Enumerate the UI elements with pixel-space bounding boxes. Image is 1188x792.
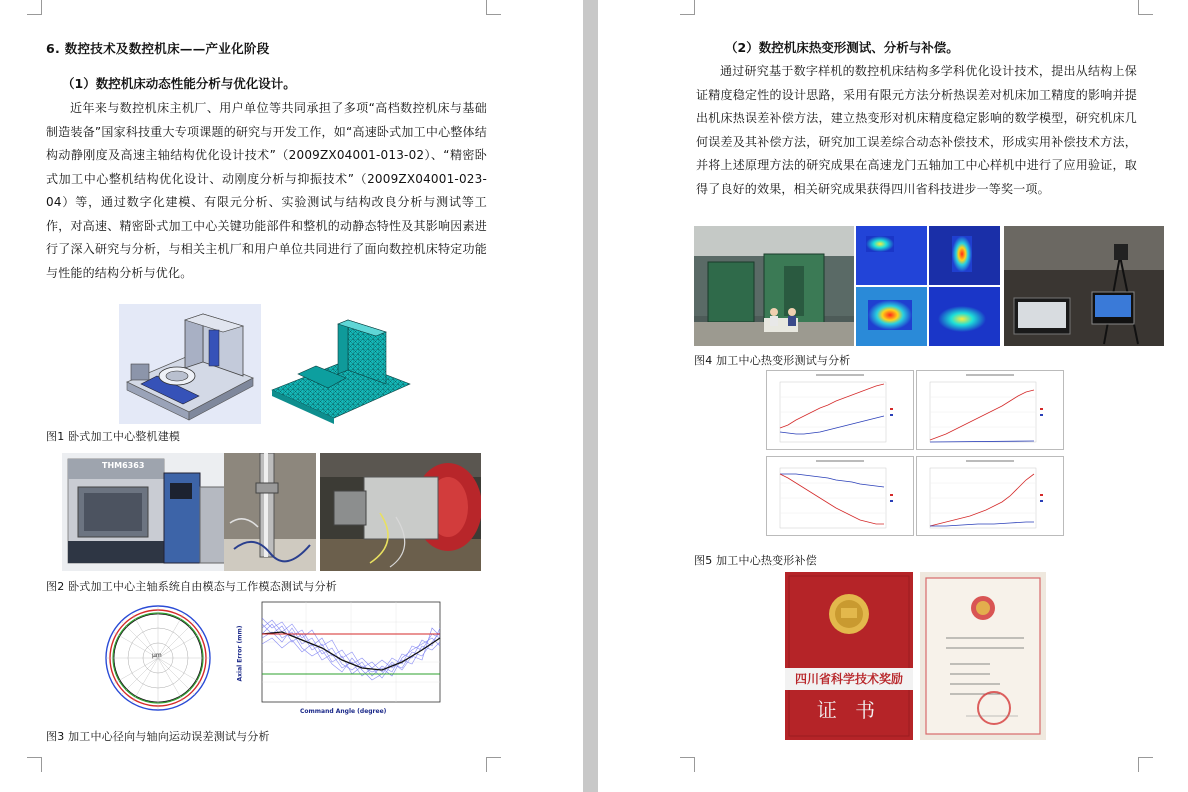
certificate-cover — [785, 572, 913, 740]
machine-label: THM6363 — [102, 461, 145, 470]
certificate-word: 证 书 — [816, 698, 882, 722]
subsection-title: （2）数控机床热变形测试、分析与补偿。 — [725, 40, 959, 55]
figure-5-caption: 图5 加工中心热变形补偿 — [694, 554, 817, 567]
certificate-inner-page — [920, 572, 1046, 740]
axial-plot-xlabel: Command Angle (degree) — [300, 708, 387, 715]
crop-mark — [1138, 0, 1153, 15]
body-paragraph: 近年来与数控机床主机厂、用户单位等共同承担了多项“高档数控机床与基础制造装备”国家科技重大专项课题的研究与开发工作，如“高速卧式加工中心整体结构动静刚度及高速主轴结构优化设计技术”（2009ZX04001-013-02）、“精密卧式加工中心整机结构优化设计、动刚度分析与抑振技术”（2009ZX04001-023-04）等，通过数字化建模、有限元分析、实验测试与结构改良分析与测试等工作，对高速、精密卧式加工中心关键功能部件和整机的动静态特性及其影响因素进行了深入研究与分析，与相关主机厂和用户单位共同进行了面向数控机床特定功能与性能的结构分析与优化。 — [46, 101, 487, 280]
axial-plot-ylabel: Axial Error (mm) — [236, 625, 244, 682]
thermal-chart-4 — [916, 456, 1064, 536]
crop-mark — [1138, 757, 1153, 772]
crop-mark — [680, 757, 695, 772]
thermal-chart-3 — [766, 456, 914, 536]
axial-error-plot — [236, 598, 444, 720]
spindle-photo — [224, 453, 316, 571]
machine-photo — [62, 453, 232, 571]
subsection-title: （1）数控机床动态性能分析与优化设计。 — [62, 76, 296, 91]
crop-mark — [486, 757, 501, 772]
figure-3-caption: 图3 加工中心径向与轴向运动误差测试与分析 — [46, 730, 270, 743]
crop-mark — [680, 0, 695, 15]
section-title: 6. 数控技术及数控机床——产业化阶段 — [46, 41, 270, 56]
laser-measurement-photo — [1004, 226, 1164, 346]
thermal-image-grid — [856, 226, 1000, 346]
crop-mark — [486, 0, 501, 15]
figure-2-caption: 图2 卧式加工中心主轴系统自由模态与工作模态测试与分析 — [46, 580, 337, 593]
crop-mark — [27, 757, 42, 772]
spindle-test-photo — [320, 453, 481, 571]
thermal-chart-1 — [766, 370, 914, 450]
body-paragraph: 通过研究基于数字样机的数控机床结构多学科优化设计技术，提出从结构上保证精度稳定性的设计思路，采用有限元方法分析热误差对机床加工精度的影响并提出机床热误差补偿方法，建立热变形对机床精度稳定影响的数学模型，研究机床几何误差及其补偿方法，研究加工误差综合动态补偿技术，形成实用补偿技术方法，并将上述原理方法的研究成果在高速龙门五轴加工中心样机中进行了应用验证，取得了良好的效果，相关研究成果获得四川省科技进步一等奖一项。 — [696, 64, 1137, 196]
crop-mark — [27, 0, 42, 15]
right-page — [598, 0, 1188, 792]
polar-center-label: μm — [152, 652, 162, 659]
left-page — [0, 0, 583, 792]
gantry-machine-photo — [694, 226, 854, 346]
thermal-chart-2 — [916, 370, 1064, 450]
cad-model-image — [119, 304, 261, 424]
certificate-title: 四川省科学技术奖励 — [785, 668, 913, 690]
figure-4-caption: 图4 加工中心热变形测试与分析 — [694, 354, 851, 367]
polar-error-plot — [92, 598, 226, 720]
fem-mesh-image — [268, 304, 414, 424]
figure-1-caption: 图1 卧式加工中心整机建模 — [46, 430, 181, 443]
page-gutter — [583, 0, 598, 792]
